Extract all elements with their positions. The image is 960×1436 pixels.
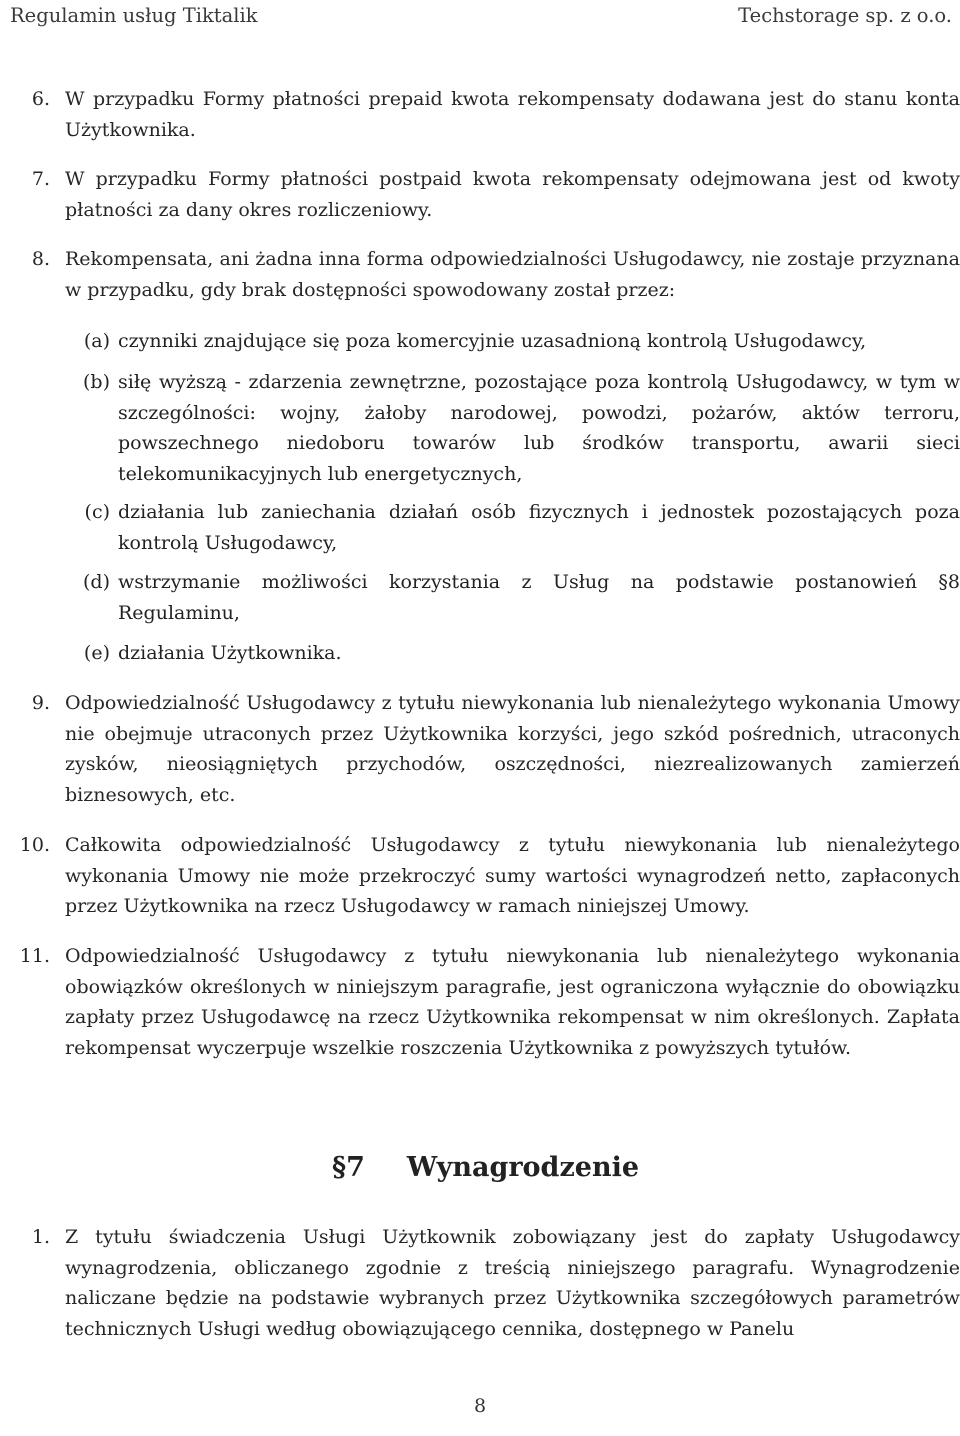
item-number: 6. [31, 88, 50, 110]
sub-item [0, 567, 960, 628]
sub-item-text: wstrzymanie możliwości korzystania z Usług na podstawie postanowień §8 Regulaminu, [118, 571, 960, 624]
item-text: W przypadku Formy płatności postpaid kwota rekompensaty odejmowana jest od kwoty płatności za dany okres rozliczeniowy. [65, 168, 960, 221]
list-item [0, 244, 960, 305]
sub-item-label: (a) [83, 330, 110, 352]
item-text: Odpowiedzialność Usługodawcy z tytułu niewykonania lub nienależytego wykonania obowiązków określonych w niniejszym paragrafie, jest ograniczona wyłącznie do obowiązku zapłaty przez Usługodawcę na rzecz Użytkownika rekompensat w nim określonych. Zapłata rekompensat wyczerpuje wszelkie roszczenia Użytkownika z powyższych tytułów. [65, 945, 960, 1059]
sub-item [0, 326, 960, 357]
header-left: Regulamin usług Tiktalik [10, 4, 258, 27]
item-text: Rekompensata, ani żadna inna forma odpowiedzialności Usługodawcy, nie zostaje przyznana w przypadku, gdy brak dostępności spowodowany został przez: [65, 248, 960, 301]
page-number: 8 [473, 1395, 487, 1417]
header-right: Techstorage sp. z o.o. [738, 4, 952, 27]
sub-item-label: (c) [84, 501, 110, 523]
item-text: W przypadku Formy płatności prepaid kwota rekompensaty dodawana jest do stanu konta Użytkownika. [65, 88, 960, 141]
list-item [0, 830, 960, 922]
sub-item-text: działania lub zaniechania działań osób fizycznych i jednostek pozostających poza kontrolą Usługodawcy, [118, 501, 960, 554]
sub-item-text: czynniki znajdujące się poza komercyjnie uzasadnioną kontrolą Usługodawcy, [118, 330, 867, 352]
sub-item-label: (d) [83, 571, 110, 593]
item-text: Całkowita odpowiedzialność Usługodawcy z tytułu niewykonania lub nienależytego wykonania Umowy nie może przekroczyć sumy wartości wynagrodzeń netto, zapłaconych przez Użytkownika na rzecz Usługodawcy w ramach niniejszej Umowy. [65, 834, 960, 917]
item-number: 1. [31, 1226, 50, 1248]
sub-item-text: działania Użytkownika. [118, 642, 342, 664]
list-item [0, 84, 960, 145]
page-header [10, 4, 952, 34]
section-number: §7 [332, 1152, 365, 1183]
list-item [0, 941, 960, 1063]
sub-item-label: (e) [83, 642, 110, 664]
item-number: 8. [31, 248, 50, 270]
section-title: Wynagrodzenie [406, 1152, 640, 1183]
item-text: Odpowiedzialność Usługodawcy z tytułu niewykonania lub nienależytego wykonania Umowy nie obejmuje utraconych przez Użytkownika korzyści, jego szkód pośrednich, utraconych zysków, nieosiągniętych przychodów, oszczędności, niezrealizowanych zamierzeń biznesowych, etc. [65, 692, 960, 806]
sub-item-text: siłę wyższą - zdarzenia zewnętrzne, pozostające poza kontrolą Usługodawcy, w tym w szczególności: wojny, żałoby narodowej, powodzi, pożarów, aktów terroru, powszechnego niedoboru towarów lub środków transportu, awarii sieci telekomunikacyjnych lub energetycznych, [118, 371, 960, 485]
item-number: 11. [19, 945, 50, 967]
sub-item [0, 367, 960, 489]
list-item [0, 688, 960, 810]
item-number: 10. [19, 834, 50, 856]
item-number: 9. [31, 692, 50, 714]
sub-item [0, 497, 960, 558]
sub-item [0, 638, 960, 669]
section-heading [332, 1152, 639, 1183]
list-item [0, 1222, 960, 1344]
sub-item-label: (b) [83, 371, 110, 393]
item-text: Z tytułu świadczenia Usługi Użytkownik zobowiązany jest do zapłaty Usługodawcy wynagrodzenia, obliczanego zgodnie z treścią niniejszego paragrafu. Wynagrodzenie naliczane będzie na podstawie wybranych przez Użytkownika szczegółowych parametrów technicznych Usługi według obowiązującego cennika, dostępnego w Panelu [65, 1226, 960, 1340]
item-number: 7. [31, 168, 50, 190]
list-item [0, 164, 960, 225]
